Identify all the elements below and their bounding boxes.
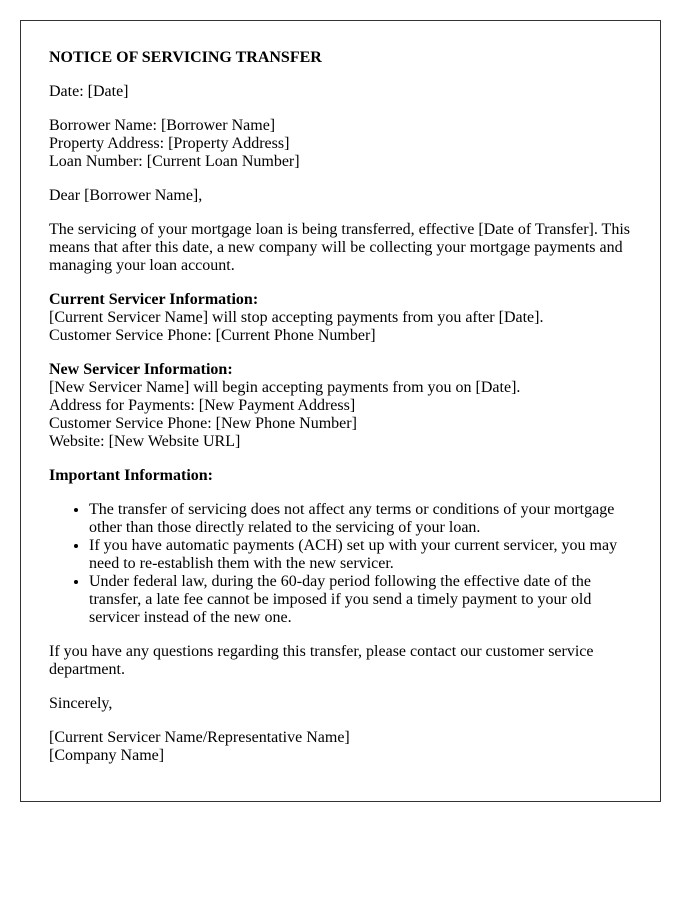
current-servicer-phone: Customer Service Phone: [Current Phone Number]: [49, 327, 376, 344]
salutation: Dear [Borrower Name],: [49, 187, 203, 204]
current-servicer-section: [49, 291, 632, 345]
important-heading: [49, 467, 632, 485]
closing-note: If you have any questions regarding this transfer, please contact our customer service department.: [49, 643, 594, 678]
signature-company: [Company Name]: [49, 747, 165, 764]
list-item: • If you have automatic payments (ACH) set up with your current servicer, you may need to re-establish them with the new servicer.: [89, 537, 632, 573]
intro-paragraph: The servicing of your mortgage loan is being transferred, effective [Date of Transfer]. This means that after this date, a new company will be collecting your mortgage payments and managing your loan account.: [49, 221, 630, 274]
signature-name: [Current Servicer Name/Representative Name]: [49, 729, 350, 746]
borrower-info: [49, 117, 632, 171]
letter: [20, 20, 661, 802]
list-item: • Under federal law, during the 60-day period following the effective date of the transfer, a late fee cannot be imposed if you send a timely payment to your old servicer instead of the new one.: [89, 573, 632, 627]
new-servicer-heading: New Servicer Information:: [49, 361, 233, 378]
date-line: Date: [Date]: [49, 83, 129, 100]
new-servicer-section: [49, 361, 632, 451]
signature-block: [49, 729, 632, 765]
new-servicer-address: Address for Payments: [New Payment Address]: [49, 397, 356, 414]
important-heading-text: Important Information:: [49, 467, 213, 484]
new-servicer-line: [New Servicer Name] will begin accepting payments from you on [Date].: [49, 379, 521, 396]
property-address-line: Property Address: [Property Address]: [49, 135, 290, 152]
current-servicer-line: [Current Servicer Name] will stop accepting payments from you after [Date].: [49, 309, 544, 326]
loan-number-line: Loan Number: [Current Loan Number]: [49, 153, 300, 170]
sign-off: Sincerely,: [49, 695, 113, 712]
new-servicer-website: Website: [New Website URL]: [49, 433, 241, 450]
borrower-name-line: Borrower Name: [Borrower Name]: [49, 117, 276, 134]
letter-title: NOTICE OF SERVICING TRANSFER: [49, 49, 322, 66]
current-servicer-heading: Current Servicer Information:: [49, 291, 259, 308]
important-list: [49, 501, 632, 627]
new-servicer-phone: Customer Service Phone: [New Phone Number]: [49, 415, 357, 432]
list-item: • The transfer of servicing does not affect any terms or conditions of your mortgage other than those directly related to the servicing of your loan.: [89, 501, 632, 537]
